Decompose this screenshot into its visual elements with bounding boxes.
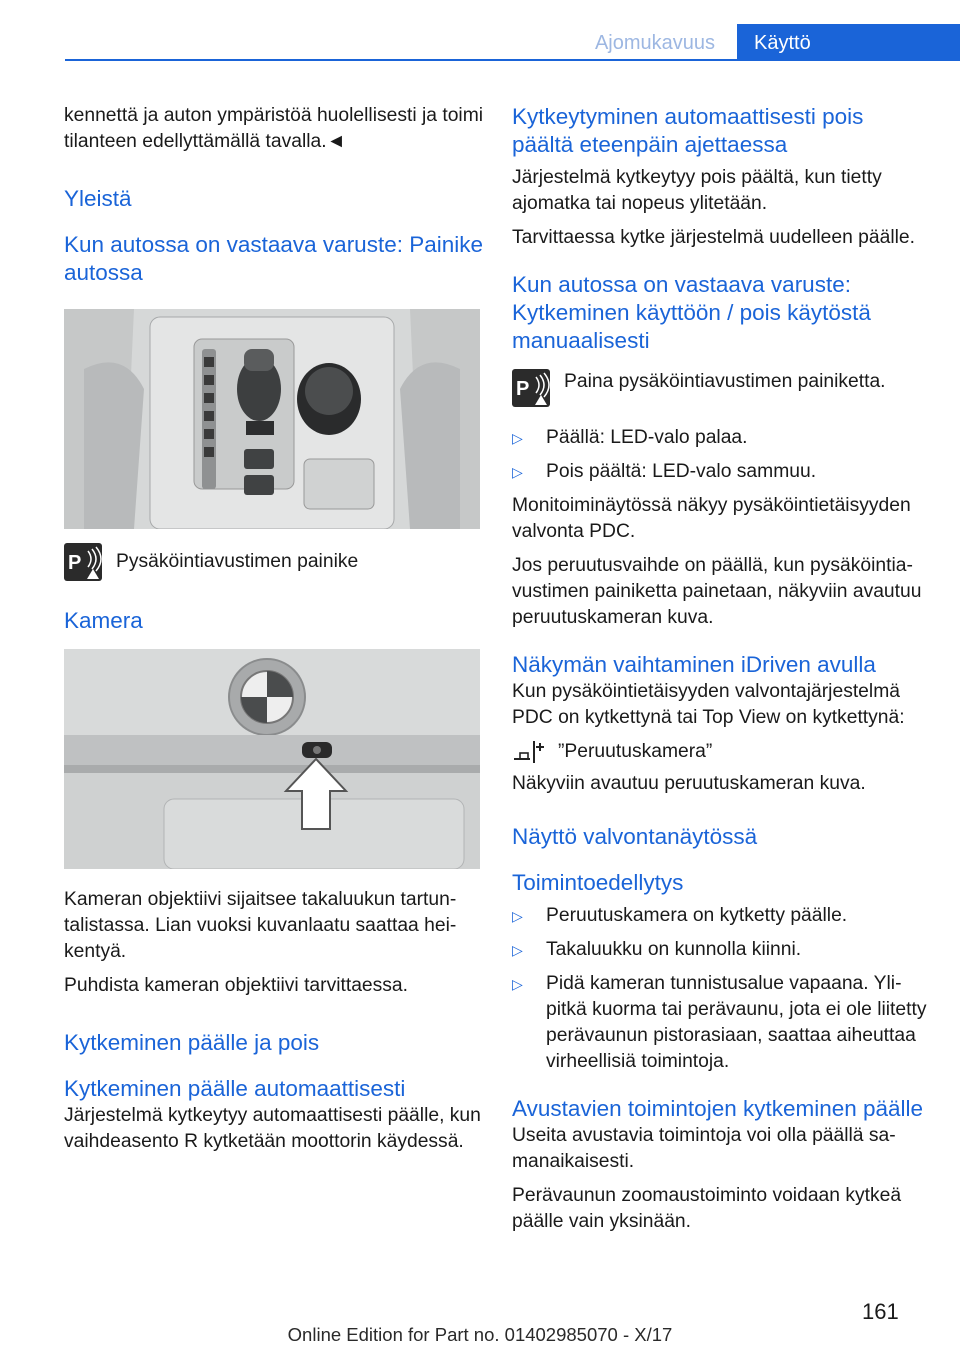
pdc-button-text: Paina pysäköintiavustimen painiketta. <box>564 371 886 392</box>
nakyviin-text: Näkyviin avautuu peruutuskameran kuva. <box>512 773 866 794</box>
heading-kytkeminen: Kytkeminen päälle ja pois <box>64 1030 320 1055</box>
svg-text:P: P <box>68 552 82 574</box>
right-column <box>512 103 930 1243</box>
kamera-text-1: Kameran objektiivi sijaitsee takaluukun tartuntalistassa. Lian vuoksi kuvanlaatu saattaa heikentyä. <box>64 889 457 962</box>
useita-text: Useita avustavia toimintoja voi olla päällä samanaikaisesti. <box>512 1125 896 1172</box>
reverse-camera-icon <box>512 739 548 765</box>
svg-text:P: P <box>516 378 530 400</box>
auto-text: Järjestelmä kytkeytyy automaattisesti päälle, kun vaihdeasento R kytketään moottorin käydessä. <box>64 1105 481 1152</box>
peruutus-text: Jos peruutusvaihde on päällä, kun pysäköintiavustimen painiketta painetaan, näkyviin avautuu peruutuskameran kuva. <box>512 555 922 628</box>
heading-toimintoedellytys: Toimintoedellytys <box>512 870 684 895</box>
heading-manuaalisesti: Kun autossa on vastaava varuste: Kytkeminen käyttöön / pois käytöstä manuaalisesti <box>512 272 871 353</box>
pdc-button-row <box>512 369 930 407</box>
header-section: Ajomukavuus <box>594 32 716 54</box>
list-item: ▷ Pidä kameran tunnistusalue vapaana. Ylipitkä kuorma tai perävaunu, jota ei ole liitetty perävaunun pistorasiaan, saattaa aiheuttaa virheellisiä toimintoja. <box>512 973 927 1072</box>
left-column <box>64 103 484 1163</box>
list-item: ▷ Takaluukku on kunnolla kiinni. <box>512 939 802 960</box>
camera-photo <box>64 649 480 869</box>
list-item: ▷ Päällä: LED-valo palaa. <box>512 427 748 448</box>
pdc-parking-icon <box>512 369 550 407</box>
footer-edition: Online Edition for Part no. 01402985070 - X/17 <box>287 1324 673 1345</box>
pdc-parking-icon <box>64 543 102 581</box>
pdc-caption: Pysäköintiavustimen painike <box>116 551 359 572</box>
heading-kamera: Kamera <box>64 608 143 633</box>
kamera-text-2: Puhdista kameran objektiivi tarvittaessa. <box>64 975 409 996</box>
list-item: ▷ Pois päältä: LED-valo sammuu. <box>512 461 817 482</box>
heading-yleista: Yleistä <box>64 186 132 211</box>
list-item: ▷ Peruutuskamera on kytketty päälle. <box>512 905 848 926</box>
page-number: 161 <box>862 1299 899 1324</box>
header-chapter: Käyttö <box>737 24 960 60</box>
zoom-text: Perävaunun zoomaustoiminto voidaan kytkeä päälle vain yksinään. <box>512 1185 902 1232</box>
heading-avustavien: Avustavien toimintojen kytkeminen päälle <box>512 1096 924 1121</box>
heading-idrive: Näkymän vaihtaminen iDriven avulla <box>512 652 876 677</box>
idrive-text: Kun pysäköintietäisyyden valvontajärjestelmä PDC on kytkettynä tai Top View on kytkettynä: <box>512 681 905 728</box>
pdc-caption-row <box>64 543 484 581</box>
pois-text-2: Tarvittaessa kytke järjestelmä uudelleen päälle. <box>512 227 915 248</box>
camera-menu-row <box>512 739 930 765</box>
pois-text-1: Järjestelmä kytkeytyy pois päältä, kun tietty ajomatka tai nopeus ylitetään. <box>512 167 882 214</box>
heading-naytto: Näyttö valvontanäytössä <box>512 824 758 849</box>
heading-pois-paalta: Kytkeytyminen automaattisesti pois päältä eteenpäin ajettaessa <box>512 104 864 157</box>
led-bullets <box>512 425 930 485</box>
condition-bullets <box>512 903 930 1075</box>
intro-paragraph: kennettä ja auton ympäristöä huolellisesti ja toimi tilanteen edellyttämällä tavalla.◄ <box>64 105 484 152</box>
camera-menu-text: ”Peruutuskamera” <box>558 741 713 762</box>
heading-varuste: Kun autossa on vastaava varuste: Painike autossa <box>64 232 484 285</box>
console-photo <box>64 309 480 529</box>
monitor-text: Monitoiminäytössä näkyy pysäköintietäisyyden valvonta PDC. <box>512 495 911 542</box>
heading-automaattisesti: Kytkeminen päälle automaattisesti <box>64 1076 406 1101</box>
